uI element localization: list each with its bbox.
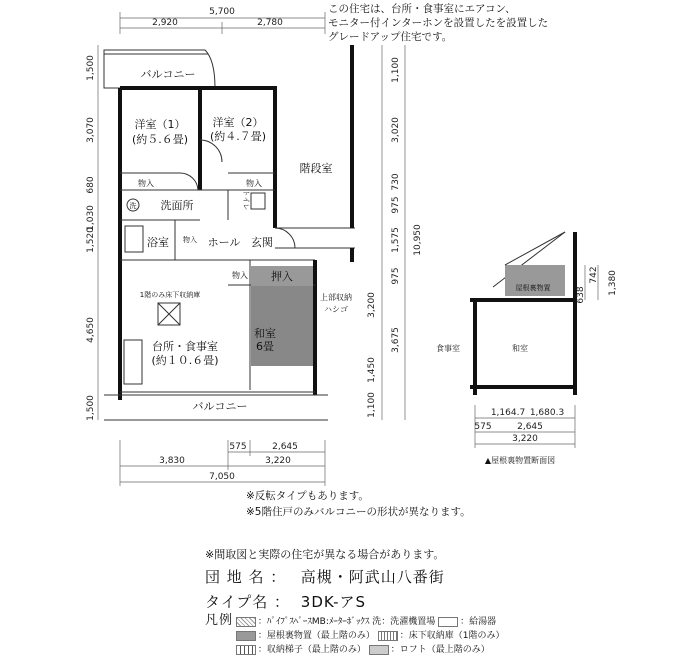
attic-section: [436, 232, 618, 465]
room-stairwell: 階段室: [299, 162, 333, 175]
pipe-space-icon: [236, 617, 256, 627]
dim-right: 1,100: [391, 57, 401, 83]
type-name-row: [205, 591, 695, 612]
room-toilet: トイレ: [242, 189, 250, 211]
dim-left: 1,030: [86, 205, 96, 231]
room-storage3: 物入: [183, 236, 197, 244]
section-width: 575: [474, 422, 492, 432]
dim-right: 975: [391, 267, 401, 285]
underfloor-label: 1階のみ床下収納庫: [139, 291, 201, 299]
dim-right: 1,450: [367, 357, 377, 383]
room-closet: 押入: [271, 270, 293, 283]
room-balcony-bottom: バルコニー: [192, 400, 248, 413]
room-western1: 洋室（1）: [134, 118, 186, 131]
legend-item: 洗：洗濯機置場: [372, 617, 436, 627]
dims-left: [86, 55, 96, 421]
note-line: ※5階住戸のみバルコニーの形状が異なります。: [246, 506, 471, 518]
section-width: 2,645: [517, 422, 543, 432]
dim-bottom-total: 7,050: [209, 472, 235, 482]
section-japanese-label: 和室: [512, 344, 528, 353]
dim-top-left: 2,920: [152, 18, 178, 28]
legend-item: ：収納梯子（最上階のみ）: [257, 645, 366, 655]
complex-label: 団 地 名 ：: [205, 568, 287, 586]
door-arc: [275, 228, 295, 248]
room-ladder-2: ハシゴ: [324, 305, 348, 314]
kitchen-counter: [124, 340, 142, 384]
dim-bottom-c: 3,830: [159, 456, 185, 466]
section-width: 1,164.7: [490, 408, 526, 418]
door-arc: [180, 173, 198, 190]
attic-area-fill: [251, 286, 313, 366]
top-note-line: グレードアップ住宅です。: [328, 31, 453, 43]
dims-right: [367, 57, 423, 418]
legend-item: ：給湯器: [460, 617, 497, 627]
section-width: 1,680.3: [529, 408, 565, 418]
bathtub-icon: [125, 226, 143, 252]
dim-bottom-a: 575: [229, 442, 247, 452]
plan-notes: [246, 488, 471, 520]
section-roof-slope: [505, 232, 565, 265]
toilet-icon: [251, 193, 265, 209]
dim-right: 3,200: [367, 292, 377, 318]
legend: [205, 614, 695, 657]
room-balcony-top: バルコニー: [140, 68, 196, 81]
room-bath: 浴室: [147, 236, 169, 249]
complex-value: 高槻・阿武山八番街: [300, 568, 445, 586]
legend-title: 凡例: [205, 613, 234, 628]
section-attic-label: 屋根裏物置: [515, 284, 551, 292]
room-storage4: 物入: [232, 271, 248, 280]
dim-left: 3,070: [86, 117, 96, 143]
room-ladder-1: 上部収納: [320, 293, 352, 302]
type-label: タイプ名 ：: [205, 593, 291, 611]
dim-bottom-d: 3,220: [265, 456, 291, 466]
room-storage1: 物入: [138, 179, 154, 188]
washer-mark: 洗: [129, 202, 137, 210]
dim-total-top: 5,700: [209, 7, 235, 17]
water-heater-icon: [438, 617, 458, 627]
door-arc: [200, 140, 222, 162]
section-dim: 742: [589, 266, 599, 284]
room-kitchen: 台所・食事室: [152, 340, 218, 353]
room-western2-size: (約４.７畳): [209, 130, 267, 143]
section-dim: 1,380: [608, 270, 618, 296]
dim-left: 680: [86, 176, 96, 194]
wall-top: [120, 88, 275, 228]
section-kitchen-label: 食事室: [436, 344, 460, 353]
dim-left: 1,500: [86, 55, 96, 81]
top-note-line: モニター付インターホンを設置したを設置した: [328, 17, 549, 29]
room-western1-size: (約５.６畳): [131, 133, 189, 146]
legend-item: ：床下収納庫（1階のみ）: [399, 631, 505, 641]
attic-storage-icon: [236, 631, 256, 641]
dim-right: 1,100: [367, 392, 377, 418]
legend-item: ：屋根裏物置（最上階のみ）: [257, 631, 375, 641]
room-kitchen-size: (約１０.６畳): [151, 354, 219, 367]
room-entrance: 玄関: [251, 236, 273, 249]
room-storage2: 物入: [246, 179, 262, 188]
legend-item: ：ﾊﾟｲﾌﾟｽﾍﾟｰｽMB:ﾒｰﾀｰﾎﾞｯｸｽ: [257, 617, 370, 627]
dim-top-right: 2,780: [257, 18, 283, 28]
dim-left: 1,500: [86, 395, 96, 421]
room-western2: 洋室（2）: [212, 116, 264, 129]
room-japanese-size: 6畳: [256, 340, 274, 353]
type-value: 3DK-アS: [300, 593, 367, 611]
disclaimer: ※間取図と実際の住宅が異なる場合があります。: [205, 548, 445, 561]
dim-bottom-b: 2,645: [272, 442, 298, 452]
dim-right: 1,575: [391, 227, 401, 253]
section-caption: ▲屋根裏物置断面図: [484, 456, 556, 465]
dim-right: 3,020: [391, 117, 401, 143]
legend-item: ：ロフト（最上階のみ）: [390, 645, 490, 655]
complex-name-row: [205, 566, 695, 587]
dim-right: 3,675: [391, 327, 401, 353]
dim-right: 975: [391, 196, 401, 214]
underfloor-storage-icon: [378, 631, 398, 641]
info-block: [205, 546, 695, 657]
dim-right: 730: [391, 173, 401, 191]
section-width: 3,220: [512, 434, 538, 444]
section-dim: 638: [576, 286, 586, 304]
dim-left: 1,520: [86, 227, 96, 253]
room-japanese: 和室: [254, 327, 276, 340]
dim-total-right: 10,950: [413, 224, 423, 256]
note-line: ※反転タイプもあります。: [246, 490, 369, 502]
top-note-line: この住宅は、台所・食事室にエアコン、: [328, 3, 516, 15]
room-hall: ホール: [207, 236, 241, 249]
room-washroom: 洗面所: [160, 199, 194, 212]
dim-left: 4,650: [86, 317, 96, 343]
